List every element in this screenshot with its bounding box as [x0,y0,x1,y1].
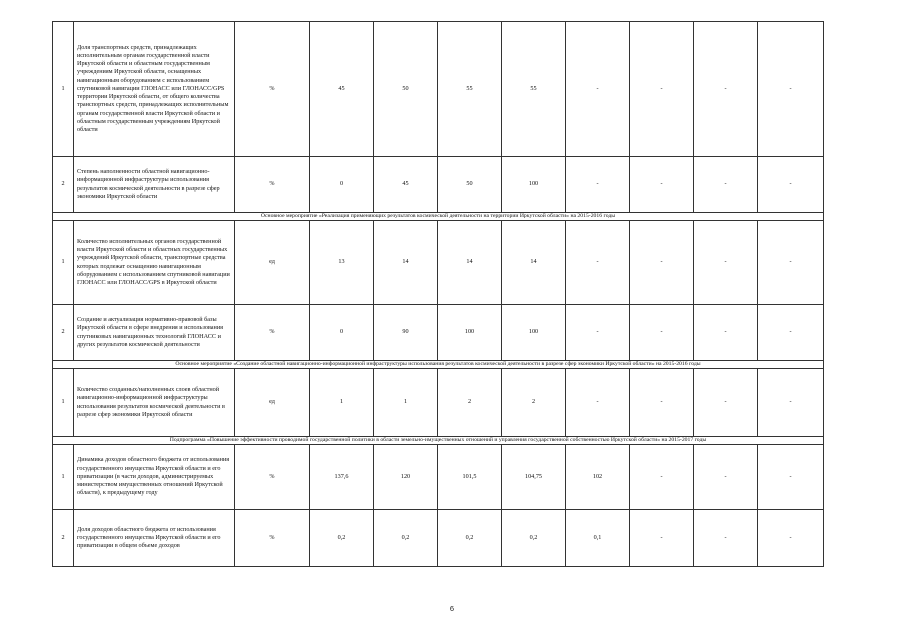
value-cell: - [758,369,824,437]
value-cell: 45 [310,22,374,157]
value-cell: 0,2 [310,510,374,567]
section-title: Подпрограмма «Повышение эффективности проводимой государственной политики в области земельно-имущественных отношений и управления государственной собственностью Иркутской области» на 2015-2017 годы [53,437,824,445]
row-number: 2 [53,157,74,213]
indicators-table [52,21,824,567]
value-cell: 0,1 [566,510,630,567]
value-cell: 1 [374,369,438,437]
unit-cell: % [235,22,310,157]
value-cell: 14 [438,221,502,305]
indicator-description: Количество исполнительных органов государственной власти Иркутской области и областных государственных учреждений Иркутской области, транспортные средства которых подлежат оснащению навигационным оборудованием с использованием спутниковой навигации ГЛОНАСС или ГЛОНАСС/GPS в Иркутской области [74,221,235,305]
value-cell: - [694,510,758,567]
value-cell: - [694,22,758,157]
row-number: 1 [53,445,74,510]
indicator-description: Степень наполненности областной навигационно-информационной инфраструктуры использования результатов космической деятельности в разрезе сфер экономики Иркутской области [74,157,235,213]
value-cell: 100 [438,305,502,361]
row-number: 1 [53,221,74,305]
value-cell: - [694,369,758,437]
indicator-description: Доля доходов областного бюджета от использования государственного имущества Иркутской области и его приватизации в общем объеме доходов [74,510,235,567]
value-cell: - [566,221,630,305]
value-cell: - [630,22,694,157]
indicator-row [53,510,824,567]
value-cell: - [758,22,824,157]
value-cell: - [630,510,694,567]
page-number: 6 [449,604,455,613]
indicator-row [53,445,824,510]
value-cell: 14 [374,221,438,305]
value-cell: - [758,445,824,510]
value-cell: 55 [438,22,502,157]
value-cell: 0,2 [438,510,502,567]
indicator-description: Доля транспортных средств, принадлежащих исполнительным органам государственной власти Иркутской области и областным государственным учреждениям Иркутской области, оснащенных навигационным оборудованием с использованием спутниковой навигации ГЛОНАСС или ГЛОНАСС/GPS территории Иркутской области, от общего количества транспортных средств, принадлежащих исполнительным органам государственной власти Иркутской области и областным государственным учреждениям Иркутской области [74,22,235,157]
value-cell: 0 [310,305,374,361]
section-title: Основное мероприятие «Создание областной навигационно-информационной инфраструктуры использования результатов космической деятельности в разрезе сфер экономики Иркутской области» на 2015-2016 годы [53,361,824,369]
value-cell: 100 [502,157,566,213]
value-cell: 50 [374,22,438,157]
value-cell: - [566,157,630,213]
value-cell: 45 [374,157,438,213]
value-cell: - [630,445,694,510]
value-cell: - [630,305,694,361]
indicator-row [53,221,824,305]
value-cell: 102 [566,445,630,510]
value-cell: 14 [502,221,566,305]
row-number: 1 [53,369,74,437]
section-header-row [53,437,824,445]
value-cell: - [694,157,758,213]
value-cell: 55 [502,22,566,157]
indicator-row [53,157,824,213]
unit-cell: % [235,157,310,213]
value-cell: - [758,157,824,213]
indicator-row [53,305,824,361]
table-body [53,22,824,567]
unit-cell: % [235,445,310,510]
value-cell: - [694,221,758,305]
section-title: Основное мероприятие «Реализация применяющих результатов космической деятельности на территории Иркутской области» на 2015-2016 годы [53,213,824,221]
value-cell: 90 [374,305,438,361]
value-cell: 13 [310,221,374,305]
value-cell: 2 [438,369,502,437]
value-cell: 0 [310,157,374,213]
unit-cell: ед [235,221,310,305]
value-cell: - [630,369,694,437]
value-cell: 50 [438,157,502,213]
value-cell: 101,5 [438,445,502,510]
value-cell: 100 [502,305,566,361]
unit-cell: % [235,510,310,567]
value-cell: - [758,221,824,305]
value-cell: - [630,221,694,305]
value-cell: - [630,157,694,213]
indicator-description: Динамика доходов областного бюджета от использования государственного имущества Иркутской области и его приватизации (в части доходов, администрируемых министерством имущественных отношений Иркутской области), к предыдущему году [74,445,235,510]
value-cell: 120 [374,445,438,510]
section-header-row [53,213,824,221]
value-cell: - [694,305,758,361]
value-cell: - [758,510,824,567]
section-header-row [53,361,824,369]
indicator-description: Количество созданных/наполненных слоев областной навигационно-информационной инфраструктуры использования результатов космической деятельности в разрезе сфер экономики Иркутской области [74,369,235,437]
value-cell: 0,2 [374,510,438,567]
row-number: 2 [53,510,74,567]
value-cell: 137,6 [310,445,374,510]
unit-cell: % [235,305,310,361]
value-cell: 1 [310,369,374,437]
indicator-row [53,22,824,157]
value-cell: 0,2 [502,510,566,567]
indicator-description: Создание и актуализация нормативно-правовой базы Иркутской области в сфере внедрения и использования спутниковых навигационных технологий ГЛОНАСС и других результатов космической деятельности [74,305,235,361]
row-number: 1 [53,22,74,157]
row-number: 2 [53,305,74,361]
value-cell: - [566,22,630,157]
value-cell: - [694,445,758,510]
value-cell: - [758,305,824,361]
value-cell: 2 [502,369,566,437]
unit-cell: ед [235,369,310,437]
indicator-row [53,369,824,437]
value-cell: - [566,369,630,437]
value-cell: 104,75 [502,445,566,510]
value-cell: - [566,305,630,361]
